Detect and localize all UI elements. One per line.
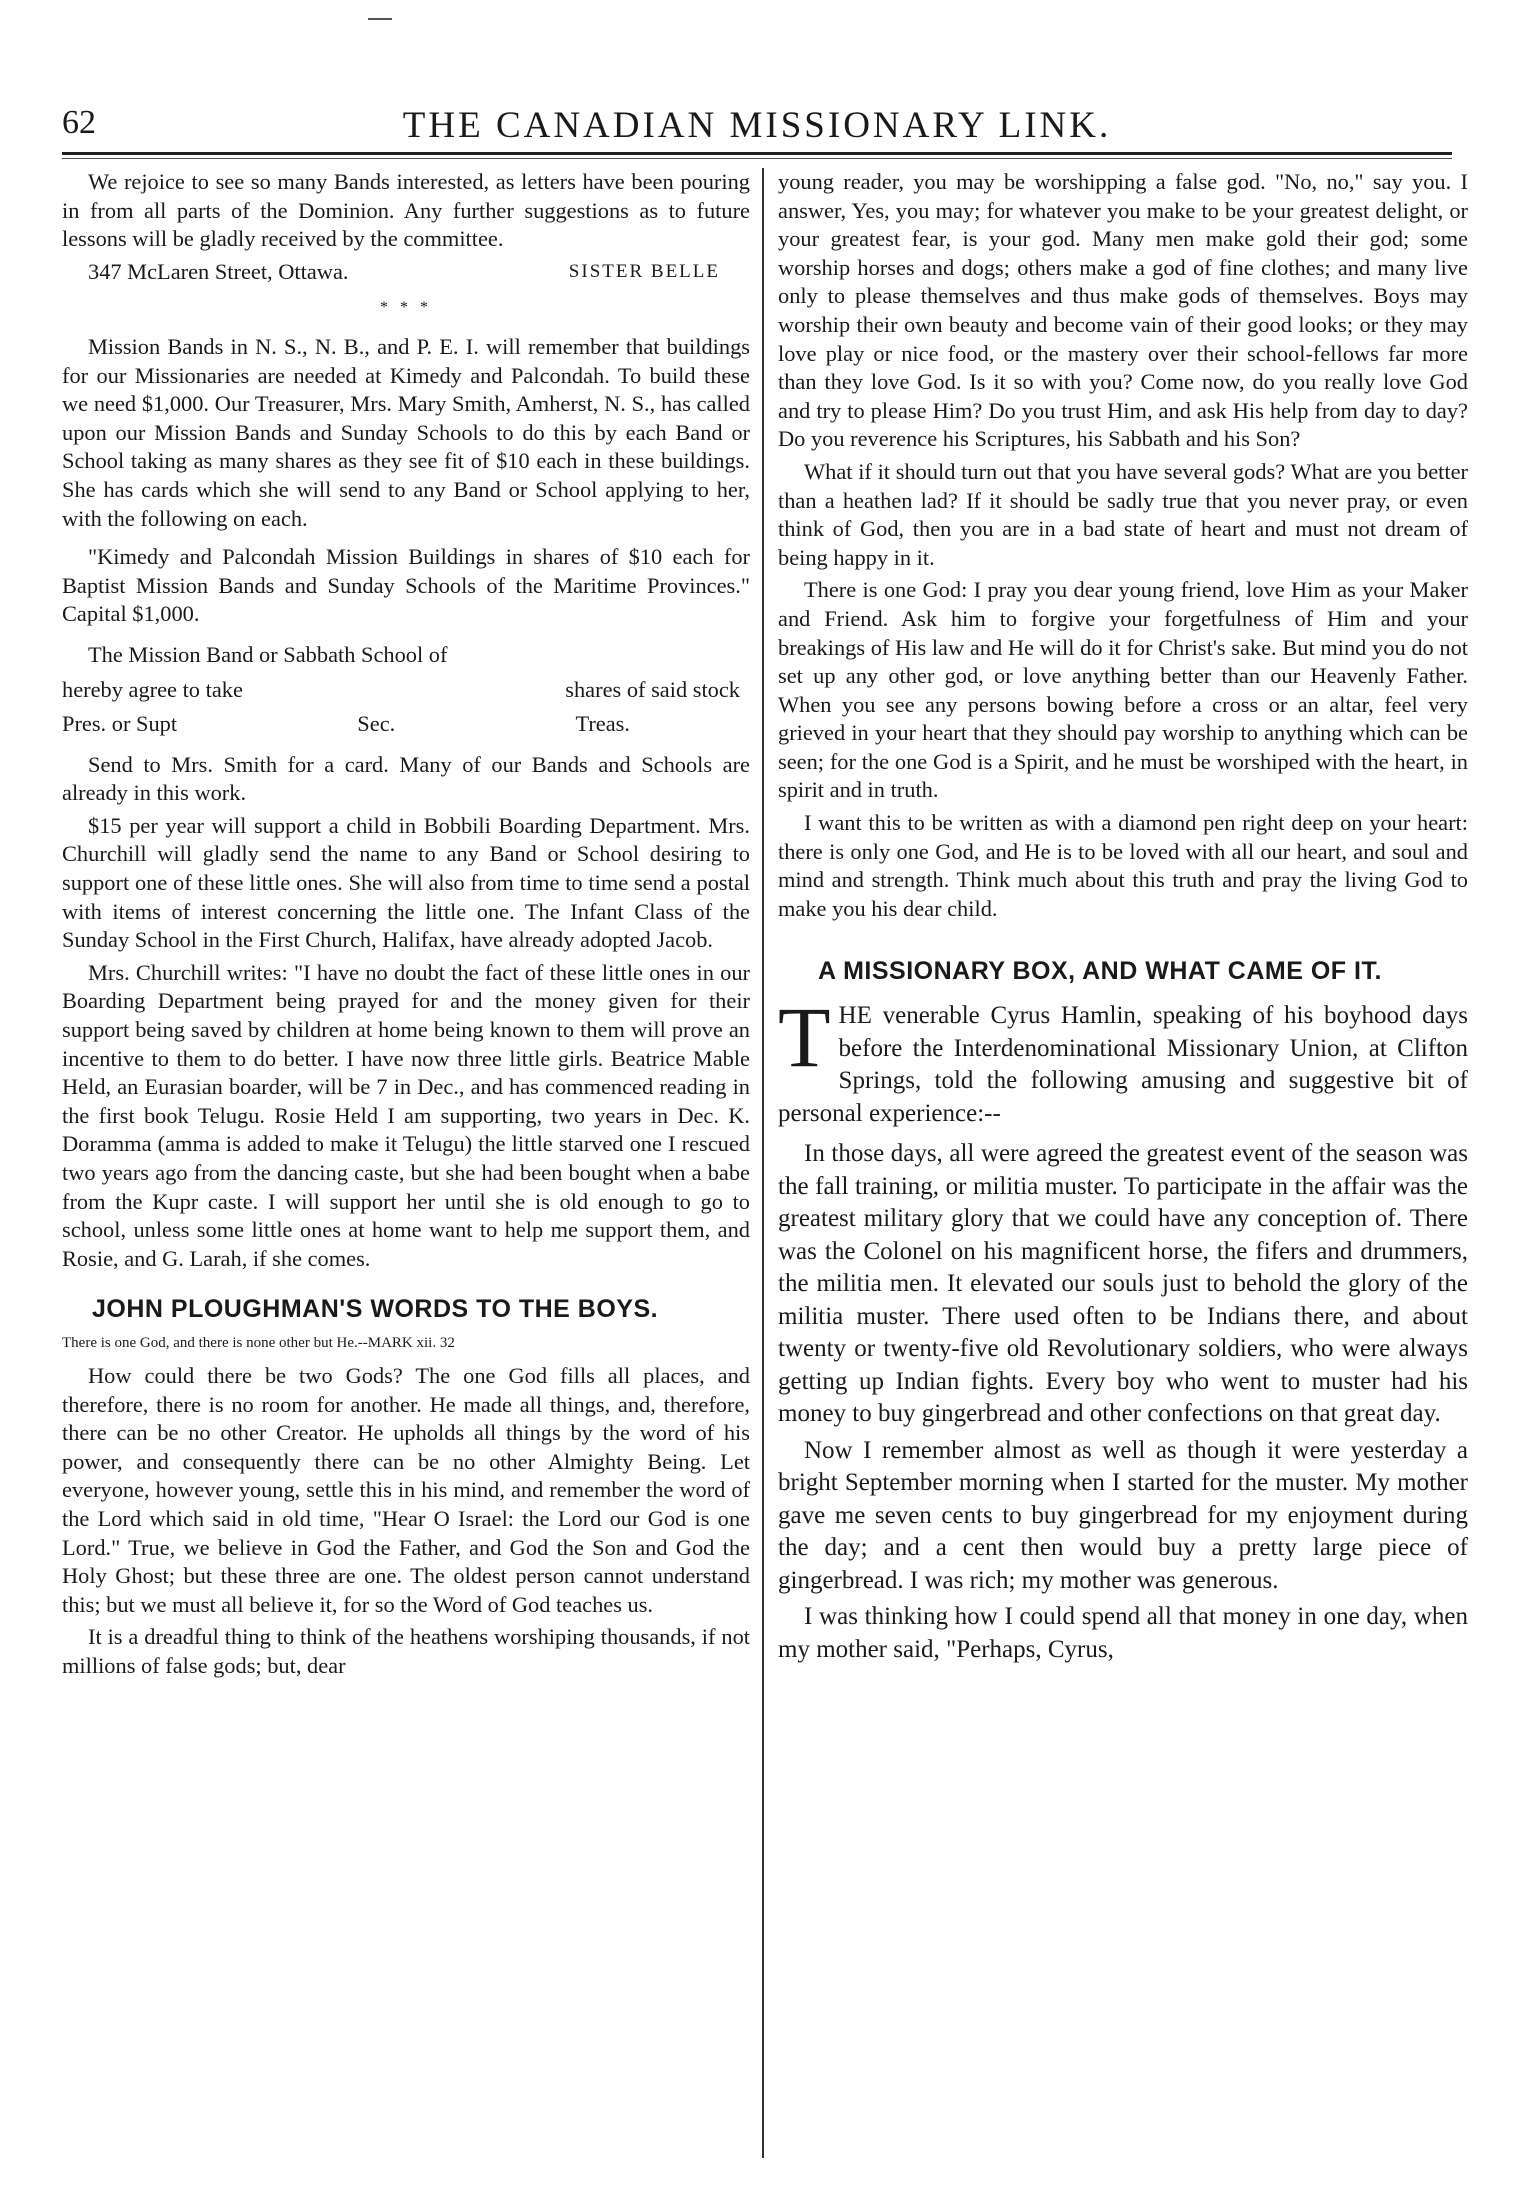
form-text: hereby agree to take [62, 676, 243, 702]
article-body [778, 989, 1468, 1666]
form-line-3 [62, 710, 750, 739]
page-header [62, 104, 1452, 152]
paragraph: It is a dreadful thing to think of the heathens worshiping thousands, if not millions of false gods; but, dear [62, 1624, 750, 1678]
paragraph-text: HE venerable Cyrus Hamlin, speaking of his boyhood days before the Interdenominational Missionary Union, at Clifton Springs, told the following amusing and suggestive bit of personal experience:-- [778, 1002, 1468, 1127]
header-rule [62, 152, 1452, 155]
paragraph: I want this to be written as with a diamond pen right deep on your heart: there is only one God, and He is to be loved with all our heart, and soul and mind and strength. Think much about this truth and pray the living God to make you his dear child. [778, 810, 1468, 921]
form-text: shares of said stock [565, 676, 740, 702]
paragraph: young reader, you may be worshipping a false god. "No, no," say you. I answer, Yes, you may; for whatever you make to be your greatest delight, or your greatest fear, is your god. Many men make gold their god; some worship horses and dogs; others make a god of fine clothes; and many live only to please themselves and thus make gods of themselves. Boys may worship their own beauty and become vain of their good looks; or they may love play or nice food, or the mastery over their school-fellows far more than they love God. Is it so with you? Come now, do you really love God and try to please Him? Do you trust Him, and ask His help from day to day? Do you reverence his Scriptures, his Sabbath and his Son? [778, 169, 1468, 452]
column-divider [762, 168, 764, 2158]
article-heading: JOHN PLOUGHMAN'S WORDS TO THE BOYS. [92, 1295, 659, 1324]
paragraph: There is one God: I pray you dear young friend, love Him as your Maker and Friend. Ask him to forgive your forgetfulness of Him and your breakings of His law and He will do it for Christ's sake. But mind you do not set up any other god, or love anything better than our Heavenly Father. When you see any persons bowing before a cross or an altar, feel very grieved in your heart that they should pay worship to anything which can be seen; for the one God is a Spirit, and he must be worshiped with the heart, in spirit and in truth. [778, 577, 1468, 803]
paragraph: What if it should turn out that you have several gods? What are you better than a heathen lad? If it should be sadly true that you never pray, or even think of God, then you are in a bad state of heart and must not dream of being happy in it. [778, 458, 1468, 570]
left-column [62, 168, 750, 1685]
form-text: Sec. [357, 711, 396, 737]
paragraph: How could there be two Gods? The one God fills all places, and therefore, there is no room for another. He made all things, and, therefore, there can be no other Creator. He upholds all things by the word of his power, and consequently there can be no other Almighty Being. Let everyone, however young, settle this in his mind, and remember the word of the Lord which said in old time, "Hear O Israel: the Lord our God is one Lord." True, we believe in God the Father, and God the Son and God the Holy Ghost; but these three are one. The oldest person cannot understand this; but we must all believe it, for so the Word of God teaches us. [62, 1362, 750, 1617]
paragraph: We rejoice to see so many Bands interested, as letters have been pouring in from all parts of the Dominion. Any further suggestions as to future lessons will be gladly received by the committee. [62, 169, 750, 252]
paragraph: Now I remember almost as well as though it were yesterday a bright September morning when I started for the muster. My mother gave me seven cents to buy gingerbread for my enjoyment during the day; and a cent then would buy a pretty large piece of gingerbread. I was rich; my mother was generous. [778, 1436, 1468, 1594]
signature-line [62, 258, 750, 287]
section-separator: * * * [380, 299, 432, 317]
paragraph: Mrs. Churchill writes: "I have no doubt the fact of these little ones in our Boarding Department being prayed for and the money given for their support being saved by children at home being known to them will prove an incentive to them to do better. I have now three little girls. Beatrice Mable Held, an Eurasian boarder, will be 7 in Dec., and has commenced reading in the first book Telugu. Rosie Held I am supporting, two years in Dec. K. Doramma (amma is added to make it Telugu) the little starved one I rescued two years ago from the dancing caste, but she had been bought when a babe from the Kupr caste. I will support her until she is old enough to go to school, unless some little ones at home want to help me support them, and Rosie, and G. Larah, if she comes. [62, 959, 750, 1271]
signature-name: SISTER BELLE [568, 260, 720, 282]
paragraph: In those days, all were agreed the greatest event of the season was the fall training, or militia muster. To participate in the affair was the greatest military glory that we could have any conception of. There was the Colonel on his magnificent horse, the fifers and drummers, the militia men. It elevated our souls just to behold the glory of the militia muster. There used often to be Indians there, and about twenty or twenty-five old Revolutionary soldiers, who were always getting up Indian fights. Every boy who went to muster had his money to buy gingerbread and other confections on that great day. [778, 1140, 1468, 1428]
right-column [778, 168, 1468, 1670]
paragraph: "Kimedy and Palcondah Mission Buildings in shares of $10 each for Baptist Mission Bands and Sunday Schools of the Maritime Provinces." Capital $1,000. [62, 544, 750, 627]
header-rule-thin [62, 158, 1452, 159]
paragraph: I was thinking how I could spend all that money in one day, when my mother said, "Perhaps, Cyrus, [778, 1603, 1468, 1663]
paragraph: Mission Bands in N. S., N. B., and P. E. I. will remember that buildings for our Missionaries are needed at Kimedy and Palcondah. To build these we need $1,000. Our Treasurer, Mrs. Mary Smith, Amherst, N. S., has called upon our Mission Bands and Sunday Schools to do this by each Band or School taking as many shares as they see fit of $10 each in these buildings. She has cards which she will send to any Band or School applying to her, with the following on each. [62, 333, 750, 531]
drop-cap: T [778, 989, 831, 1086]
signature-address: 347 McLaren Street, Ottawa. [88, 258, 349, 284]
scan-mark [368, 18, 392, 20]
page-number: 62 [62, 104, 96, 141]
paragraph: $15 per year will support a child in Bobbili Boarding Department. Mrs. Churchill will gladly send the name to any Band or School desiring to support one of these little ones. She will also from time to time send a postal with items of interest concerning the little one. The Infant Class of the Sunday School in the First Church, Halifax, have already adopted Jacob. [62, 812, 750, 953]
form-line-2 [62, 676, 750, 705]
form-text: Treas. [575, 711, 630, 737]
paragraph-with-dropcap [778, 989, 1468, 1130]
form-line-1: The Mission Band or Sabbath School of [88, 641, 448, 667]
form-text: Pres. or Supt [62, 711, 178, 737]
masthead-title: THE CANADIAN MISSIONARY LINK. [402, 105, 1112, 146]
article-heading: A MISSIONARY BOX, AND WHAT CAME OF IT. [818, 957, 1382, 986]
paragraph: Send to Mrs. Smith for a card. Many of our Bands and Schools are already in this work. [62, 751, 750, 806]
epigraph: There is one God, and there is none other but He.--MARK xii. 32 [62, 1334, 455, 1351]
